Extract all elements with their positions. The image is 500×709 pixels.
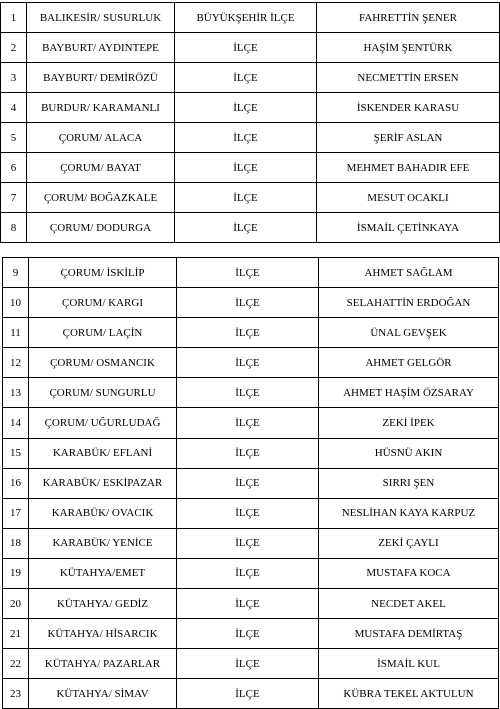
candidate-name-cell: MUSTAFA KOCA [319,558,499,588]
candidate-name-cell: ZEKİ İPEK [319,408,499,438]
province-district-cell: ÇORUM/ İSKİLİP [29,258,177,288]
table-row [3,558,499,588]
candidate-name-cell: NECMETTİN ERSEN [317,63,500,93]
table-row [3,468,499,498]
candidate-name-cell: SIRRI ŞEN [319,468,499,498]
row-number-cell: 7 [1,183,27,213]
table-row [3,258,499,288]
row-number-cell: 11 [3,318,29,348]
table-row [3,318,499,348]
candidate-name-cell: ŞERİF ASLAN [317,123,500,153]
municipality-type-cell: İLÇE [177,378,319,408]
table-row [1,213,500,243]
candidate-name-cell: KÜBRA TEKEL AKTULUN [319,679,499,709]
candidate-name-cell: HAŞİM ŞENTÜRK [317,33,500,63]
table-row [1,153,500,183]
candidate-name-cell: MUSTAFA DEMİRTAŞ [319,619,499,649]
candidate-name-cell: ÜNAL GEVŞEK [319,318,499,348]
row-number-cell: 2 [1,33,27,63]
table-row [3,438,499,468]
candidates-table-part-1 [0,2,500,243]
province-district-cell: KÜTAHYA/ GEDİZ [29,589,177,619]
row-number-cell: 5 [1,123,27,153]
row-number-cell: 17 [3,498,29,528]
municipality-type-cell: İLÇE [177,408,319,438]
row-number-cell: 18 [3,528,29,558]
municipality-type-cell: İLÇE [175,93,317,123]
province-district-cell: KARABÜK/ ESKİPAZAR [29,468,177,498]
municipality-type-cell: İLÇE [177,619,319,649]
table-row [3,378,499,408]
candidate-name-cell: NESLİHAN KAYA KARPUZ [319,498,499,528]
table-row [1,183,500,213]
row-number-cell: 12 [3,348,29,378]
province-district-cell: BAYBURT/ DEMİRÖZÜ [27,63,175,93]
municipality-type-cell: İLÇE [175,153,317,183]
municipality-type-cell: İLÇE [177,468,319,498]
province-district-cell: ÇORUM/ BOĞAZKALE [27,183,175,213]
row-number-cell: 21 [3,619,29,649]
table-row [1,123,500,153]
candidate-name-cell: İSMAİL ÇETİNKAYA [317,213,500,243]
candidate-name-cell: ZEKİ ÇAYLI [319,528,499,558]
province-district-cell: ÇORUM/ BAYAT [27,153,175,183]
municipality-type-cell: İLÇE [177,318,319,348]
province-district-cell: ÇORUM/ SUNGURLU [29,378,177,408]
table-row [3,649,499,679]
province-district-cell: KARABÜK/ YENİCE [29,528,177,558]
row-number-cell: 9 [3,258,29,288]
table-row [3,408,499,438]
candidate-name-cell: AHMET HAŞİM ÖZSARAY [319,378,499,408]
row-number-cell: 19 [3,558,29,588]
province-district-cell: ÇORUM/ DODURGA [27,213,175,243]
row-number-cell: 23 [3,679,29,709]
province-district-cell: KARABÜK/ EFLANİ [29,438,177,468]
row-number-cell: 3 [1,63,27,93]
row-number-cell: 22 [3,649,29,679]
province-district-cell: ÇORUM/ UĞURLUDAĞ [29,408,177,438]
candidates-table-part-2 [2,257,499,709]
row-number-cell: 20 [3,589,29,619]
row-number-cell: 6 [1,153,27,183]
province-district-cell: KÜTAHYA/ HİSARCIK [29,619,177,649]
table-row [1,33,500,63]
province-district-cell: KÜTAHYA/ PAZARLAR [29,649,177,679]
row-number-cell: 1 [1,3,27,33]
candidate-name-cell: SELAHATTİN ERDOĞAN [319,288,499,318]
municipality-type-cell: İLÇE [177,589,319,619]
province-district-cell: KÜTAHYA/ SİMAV [29,679,177,709]
row-number-cell: 10 [3,288,29,318]
table-row [3,498,499,528]
municipality-type-cell: İLÇE [177,558,319,588]
municipality-type-cell: İLÇE [175,33,317,63]
row-number-cell: 8 [1,213,27,243]
candidate-name-cell: MESUT OCAKLI [317,183,500,213]
table-row [3,528,499,558]
candidate-name-cell: AHMET SAĞLAM [319,258,499,288]
row-number-cell: 15 [3,438,29,468]
municipality-type-cell: İLÇE [177,438,319,468]
table-row [3,619,499,649]
candidate-name-cell: İSKENDER KARASU [317,93,500,123]
table-row [3,589,499,619]
table-row [1,63,500,93]
municipality-type-cell: İLÇE [177,498,319,528]
municipality-type-cell: İLÇE [177,258,319,288]
row-number-cell: 16 [3,468,29,498]
municipality-type-cell: İLÇE [177,288,319,318]
province-district-cell: ÇORUM/ LAÇİN [29,318,177,348]
province-district-cell: ÇORUM/ ALACA [27,123,175,153]
row-number-cell: 14 [3,408,29,438]
municipality-type-cell: İLÇE [177,348,319,378]
candidate-name-cell: MEHMET BAHADIR EFE [317,153,500,183]
candidate-name-cell: HÜSNÜ AKIN [319,438,499,468]
municipality-type-cell: İLÇE [175,63,317,93]
province-district-cell: KARABÜK/ OVACIK [29,498,177,528]
municipality-type-cell: İLÇE [175,213,317,243]
municipality-type-cell: İLÇE [177,528,319,558]
province-district-cell: ÇORUM/ OSMANCIK [29,348,177,378]
candidate-name-cell: AHMET GELGÖR [319,348,499,378]
municipality-type-cell: İLÇE [175,123,317,153]
row-number-cell: 13 [3,378,29,408]
municipality-type-cell: BÜYÜKŞEHİR İLÇE [175,3,317,33]
row-number-cell: 4 [1,93,27,123]
candidate-name-cell: NECDET AKEL [319,589,499,619]
table-row [1,93,500,123]
table-row [3,679,499,709]
table-row [3,288,499,318]
municipality-type-cell: İLÇE [177,679,319,709]
municipality-type-cell: İLÇE [175,183,317,213]
province-district-cell: BURDUR/ KARAMANLI [27,93,175,123]
candidate-name-cell: FAHRETTİN ŞENER [317,3,500,33]
municipality-type-cell: İLÇE [177,649,319,679]
table-row [1,3,500,33]
province-district-cell: BAYBURT/ AYDINTEPE [27,33,175,63]
candidate-name-cell: İSMAİL KUL [319,649,499,679]
table-row [3,348,499,378]
province-district-cell: BALIKESİR/ SUSURLUK [27,3,175,33]
province-district-cell: KÜTAHYA/EMET [29,558,177,588]
province-district-cell: ÇORUM/ KARGI [29,288,177,318]
